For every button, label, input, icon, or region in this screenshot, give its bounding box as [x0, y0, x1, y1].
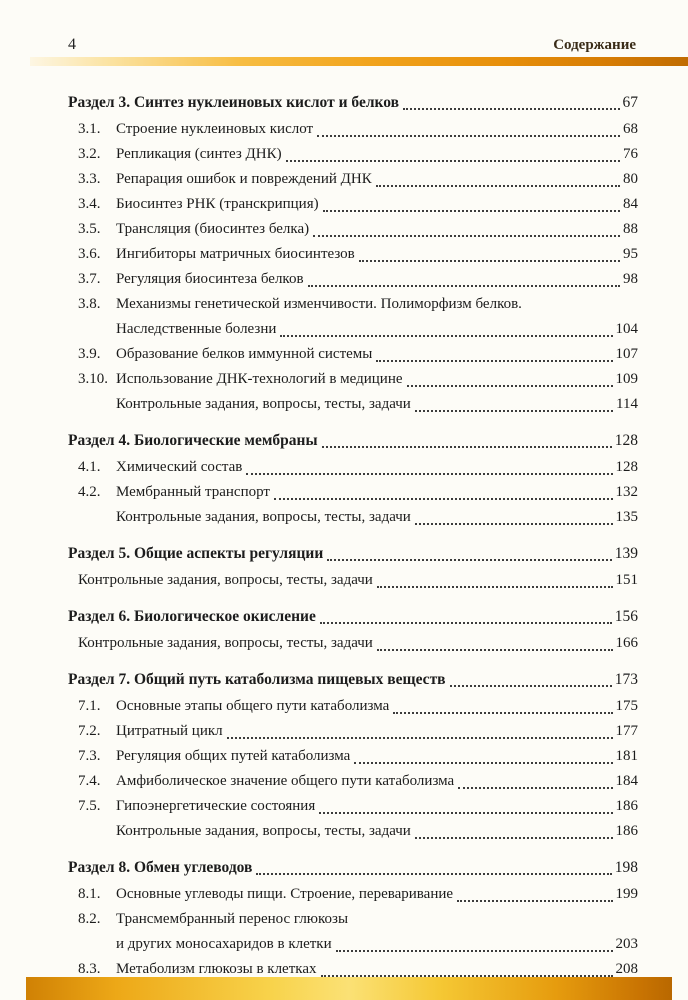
toc-page-number: 98 [623, 271, 638, 287]
toc-entry-row [68, 342, 638, 367]
toc-entry-row [68, 292, 638, 342]
toc-page-number: 173 [614, 671, 638, 688]
dot-leader [450, 685, 612, 687]
dot-leader [407, 385, 613, 387]
dot-leader [415, 837, 613, 839]
toc-page-number: 181 [615, 748, 638, 764]
dot-leader [317, 135, 620, 137]
toc-section-row [68, 541, 638, 566]
toc-page-number: 128 [614, 432, 638, 449]
entry-number: 7.4. [78, 773, 101, 789]
dot-leader [393, 712, 612, 714]
entry-title: Основные углеводы пищи. Строение, переваривание [116, 886, 454, 902]
entry-title: Гипоэнергетические состояния [116, 798, 316, 814]
page-header [68, 36, 636, 54]
toc-page-number: 175 [615, 698, 638, 714]
dot-leader [274, 498, 613, 500]
dot-leader [376, 185, 620, 187]
entry-title: Строение нуклеиновых кислот [116, 121, 314, 137]
control-title: Контрольные задания, вопросы, тесты, задачи [78, 635, 373, 651]
dot-leader [457, 900, 612, 902]
dot-leader [256, 873, 611, 875]
entry-title: Наследственные болезни [116, 321, 277, 337]
toc-page-number: 109 [615, 371, 638, 387]
toc-line [68, 342, 638, 367]
toc-line [68, 568, 638, 593]
toc-line [68, 819, 638, 844]
toc-page-number: 203 [615, 936, 638, 952]
toc-page-number: 156 [614, 608, 638, 625]
toc-page-number: 186 [615, 798, 638, 814]
entry-number: 3.1. [78, 121, 101, 137]
section-title: Раздел 7. Общий путь катаболизма пищевых веществ [68, 671, 446, 688]
toc-list [68, 90, 638, 982]
entry-number: 3.3. [78, 171, 101, 187]
dot-leader [286, 160, 620, 162]
toc-page-number: 67 [622, 94, 638, 111]
toc-page-number: 128 [615, 459, 638, 475]
toc-line [68, 794, 638, 819]
toc-page-number: 104 [615, 321, 638, 337]
toc-entry-row [68, 480, 638, 505]
entry-title: Метаболизм глюкозы в клетках [116, 961, 317, 977]
toc-line [68, 292, 638, 317]
toc-line [68, 667, 638, 692]
toc-section-row [68, 855, 638, 880]
entry-number: 3.2. [78, 146, 101, 162]
toc-page-number: 139 [614, 545, 638, 562]
header-gradient-rule [30, 57, 688, 66]
toc-page-number: 107 [615, 346, 638, 362]
toc-entry-row [68, 117, 638, 142]
toc-control-row [68, 631, 638, 656]
dot-leader [327, 559, 611, 561]
toc-line [68, 367, 638, 392]
dot-leader [313, 235, 620, 237]
toc-line [68, 142, 638, 167]
control-title: Контрольные задания, вопросы, тесты, задачи [78, 572, 373, 588]
toc-line [68, 480, 638, 505]
toc-page-number: 208 [615, 961, 638, 977]
entry-title: Трансмембранный перенос глюкозы [116, 911, 349, 927]
entry-title: Мембранный транспорт [116, 484, 270, 500]
entry-number: 3.6. [78, 246, 101, 262]
toc-entry-row [68, 694, 638, 719]
toc-line [68, 117, 638, 142]
toc-line [68, 317, 638, 342]
toc-page-number: 151 [615, 572, 638, 588]
toc-line [68, 267, 638, 292]
toc-control-row [68, 568, 638, 593]
toc-page-number: 95 [623, 246, 638, 262]
toc-entry-row [68, 455, 638, 480]
running-head-title: Содержание [553, 37, 636, 53]
toc-page-number: 68 [623, 121, 638, 137]
entry-title: Регуляция биосинтеза белков [116, 271, 304, 287]
entry-number: 8.3. [78, 961, 101, 977]
toc-line [68, 882, 638, 907]
toc-section-row [68, 90, 638, 115]
entry-number: 7.2. [78, 723, 101, 739]
entry-title: Ингибиторы матричных биосинтезов [116, 246, 355, 262]
toc-entry-row [68, 882, 638, 907]
toc-line [68, 217, 638, 242]
toc-line [68, 242, 638, 267]
dot-leader [280, 335, 612, 337]
entry-number: 3.10. [78, 371, 108, 387]
footer-gradient-rule [26, 977, 672, 1000]
entry-title: и других моносахаридов в клетки [116, 936, 332, 952]
dot-leader [336, 950, 613, 952]
entry-number: 7.5. [78, 798, 101, 814]
entry-number: 3.4. [78, 196, 101, 212]
entry-title: Механизмы генетической изменчивости. Полиморфизм белков. [116, 296, 522, 312]
entry-number: 3.8. [78, 296, 101, 312]
entry-number: 3.7. [78, 271, 101, 287]
entry-title: Образование белков иммунной системы [116, 346, 373, 362]
toc-line [68, 505, 638, 530]
toc-entry-row [68, 907, 638, 957]
section-title: Раздел 3. Синтез нуклеиновых кислот и белков [68, 94, 399, 111]
toc-section-row [68, 667, 638, 692]
dot-leader [323, 210, 620, 212]
toc-control-row [68, 392, 638, 417]
toc-page-number: 84 [623, 196, 638, 212]
toc-page-number: 184 [615, 773, 638, 789]
dot-leader [308, 285, 620, 287]
toc-entry-row [68, 769, 638, 794]
toc-line [68, 428, 638, 453]
dot-leader [319, 812, 612, 814]
dot-leader [376, 360, 612, 362]
toc-entry-row [68, 719, 638, 744]
toc-section-row [68, 428, 638, 453]
toc-entry-row [68, 167, 638, 192]
toc-page-number: 135 [615, 509, 638, 525]
dot-leader [415, 410, 613, 412]
toc-line [68, 541, 638, 566]
entry-number: 3.5. [78, 221, 101, 237]
toc-line [68, 392, 638, 417]
toc-line [68, 932, 638, 957]
control-title: Контрольные задания, вопросы, тесты, задачи [116, 823, 411, 839]
toc-page-number: 186 [615, 823, 638, 839]
dot-leader [458, 787, 612, 789]
toc-line [68, 744, 638, 769]
toc-page-number: 199 [615, 886, 638, 902]
toc-line [68, 455, 638, 480]
toc-entry-row [68, 267, 638, 292]
toc-entry-row [68, 242, 638, 267]
toc-page-number: 80 [623, 171, 638, 187]
entry-number: 4.1. [78, 459, 101, 475]
dot-leader [227, 737, 613, 739]
control-title: Контрольные задания, вопросы, тесты, задачи [116, 396, 411, 412]
entry-title: Основные этапы общего пути катаболизма [116, 698, 390, 714]
entry-number: 7.3. [78, 748, 101, 764]
toc-line [68, 604, 638, 629]
toc-page-number: 114 [616, 396, 638, 412]
toc-line [68, 769, 638, 794]
section-title: Раздел 8. Обмен углеводов [68, 859, 253, 876]
toc-entry-row [68, 217, 638, 242]
entry-title: Трансляция (биосинтез белка) [116, 221, 310, 237]
entry-title: Репарация ошибок и повреждений ДНК [116, 171, 372, 187]
entry-title: Биосинтез РНК (транскрипция) [116, 196, 319, 212]
entry-number: 8.2. [78, 911, 101, 927]
toc-page-number: 76 [623, 146, 638, 162]
dot-leader [415, 523, 613, 525]
toc-control-row [68, 819, 638, 844]
section-title: Раздел 5. Общие аспекты регуляции [68, 545, 324, 562]
entry-number: 7.1. [78, 698, 101, 714]
toc-entry-row [68, 142, 638, 167]
entry-number: 4.2. [78, 484, 101, 500]
toc-line [68, 192, 638, 217]
entry-number: 3.9. [78, 346, 101, 362]
entry-title: Репликация (синтез ДНК) [116, 146, 282, 162]
section-title: Раздел 6. Биологическое окисление [68, 608, 316, 625]
dot-leader [359, 260, 620, 262]
entry-title: Амфиболическое значение общего пути катаболизма [116, 773, 455, 789]
entry-number: 8.1. [78, 886, 101, 902]
page-number: 4 [68, 36, 76, 53]
toc-entry-row [68, 192, 638, 217]
toc-line [68, 719, 638, 744]
toc-page-number: 88 [623, 221, 638, 237]
entry-title: Цитратный цикл [116, 723, 223, 739]
section-title: Раздел 4. Биологические мембраны [68, 432, 318, 449]
toc-entry-row [68, 794, 638, 819]
toc-page-number: 177 [615, 723, 638, 739]
toc-line [68, 631, 638, 656]
dot-leader [246, 473, 612, 475]
toc-section-row [68, 604, 638, 629]
dot-leader [377, 649, 613, 651]
dot-leader [377, 586, 613, 588]
toc-line [68, 167, 638, 192]
entry-title: Химический состав [116, 459, 243, 475]
toc-line [68, 90, 638, 115]
control-title: Контрольные задания, вопросы, тесты, задачи [116, 509, 411, 525]
toc-entry-row [68, 367, 638, 392]
toc-entry-row [68, 744, 638, 769]
entry-title: Регуляция общих путей катаболизма [116, 748, 351, 764]
toc-line [68, 855, 638, 880]
entry-title: Использование ДНК-технологий в медицине [116, 371, 403, 387]
dot-leader [322, 446, 612, 448]
toc-control-row [68, 505, 638, 530]
toc-page-number: 198 [614, 859, 638, 876]
toc-line [68, 907, 638, 932]
dot-leader [320, 622, 612, 624]
dot-leader [354, 762, 612, 764]
toc-page-number: 132 [615, 484, 638, 500]
toc-line [68, 694, 638, 719]
toc-page-number: 166 [615, 635, 638, 651]
dot-leader [403, 108, 620, 110]
